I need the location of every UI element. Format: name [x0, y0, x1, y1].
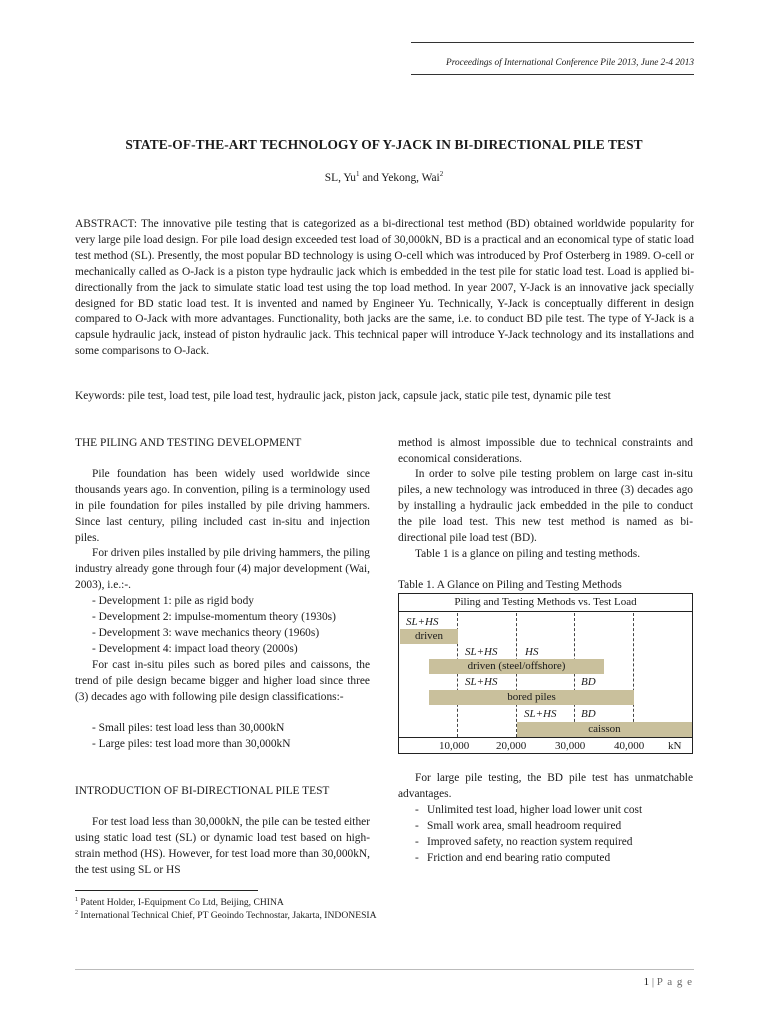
list-item-adv3: - Improved safety, no reaction system required — [415, 836, 633, 848]
author-1-sup: 1 — [356, 170, 360, 179]
table-bar-driven-offshore: driven (steel/offshore) — [429, 659, 604, 674]
gridline-40000 — [633, 613, 634, 737]
tick-20000: 20,000 — [496, 740, 527, 752]
author-2-sup: 2 — [439, 170, 444, 179]
authors — [200, 171, 568, 187]
adv3-text: Improved safety, no reaction system required — [427, 836, 633, 848]
paragraph-method-impossible: method is almost impossible due to technical constraints and economical considerations. — [398, 437, 693, 465]
paragraph-test-load: For test load less than 30,000kN, the pile can be tested either using static load test (SL) or dynamic load test based on high-strain method (HS). However, for test load more than 30,000kN, the test using SL or HS — [75, 816, 370, 876]
section-heading-bidirectional: INTRODUCTION OF BI-DIRECTIONAL PILE TEST — [75, 785, 330, 797]
list-item-adv2: - Small work area, small headroom required — [415, 820, 622, 832]
list-item-small-piles: - Small piles: test load less than 30,000kN — [92, 722, 285, 734]
proceedings-header: Proceedings of International Conference Pile 2013, June 2-4 2013 — [446, 58, 694, 68]
footer-rule — [75, 969, 694, 970]
author-1: SL, Yu — [324, 172, 357, 184]
header-rule-bottom — [411, 74, 694, 75]
page-label: P a g e — [656, 976, 693, 988]
table-r5-label-b: BD — [581, 676, 596, 688]
gridline-20000 — [516, 613, 517, 737]
list-item-dev3: - Development 3: wave mechanics theory (1960s) — [92, 627, 320, 639]
adv4-text: Friction and end bearing ratio computed — [427, 852, 611, 864]
keywords: Keywords: pile test, load test, pile load test, hydraulic jack, piston jack, capsule jack, static pile test, dynamic pile test — [75, 390, 611, 402]
list-item-adv1: - Unlimited test load, higher load lower unit cost — [415, 804, 643, 816]
table-caption: Table 1. A Glance on Piling and Testing Methods — [398, 579, 622, 591]
tick-30000: 30,000 — [555, 740, 586, 752]
list-item-dev1: - Development 1: pile as rigid body — [92, 595, 254, 607]
footnote-1-mark: 1 — [75, 896, 78, 903]
tick-10000: 10,000 — [439, 740, 470, 752]
page-number — [560, 975, 693, 991]
footnote-rule — [75, 890, 258, 891]
paragraph-large-pile-testing: For large pile testing, the BD pile test has unmatchable advantages. — [398, 772, 693, 800]
table-r1-label: SL+HS — [406, 616, 439, 628]
paragraph-table-intro: Table 1 is a glance on piling and testing methods. — [415, 548, 641, 560]
section-heading-piling: THE PILING AND TESTING DEVELOPMENT — [75, 437, 302, 449]
paragraph-cast-in-situ: For cast in-situ piles such as bored piles and caissons, the trend of pile design became bigger and higher load since three (3) decades ago with following pile design classifications:- — [75, 659, 370, 703]
footnote-1-text: Patent Holder, I-Equipment Co Ltd, Beijing, CHINA — [80, 897, 284, 908]
list-item-dev4: - Development 4: impact load theory (2000s) — [92, 643, 298, 655]
list-item-adv4: - Friction and end bearing ratio computed — [415, 852, 611, 864]
footnote-2-text: International Technical Chief, PT Geoindo Technostar, Jakarta, INDONESIA — [80, 910, 377, 921]
table-r5-label-a: SL+HS — [465, 676, 498, 688]
adv2-text: Small work area, small headroom required — [427, 820, 622, 832]
table-bar-bored-piles: bored piles — [429, 690, 634, 705]
adv1-text: Unlimited test load, higher load lower unit cost — [427, 804, 643, 816]
paragraph-driven-piles: For driven piles installed by pile driving hammers, the piling industry already gone through four (4) major development (Wai, 2003), i.e.:-. — [75, 547, 370, 591]
page-num: 1 — [643, 976, 650, 988]
table-r3-label-a: SL+HS — [465, 646, 498, 658]
list-item-large-piles: - Large piles: test load more than 30,000kN — [92, 738, 291, 750]
paragraph-new-technology: In order to solve pile testing problem on large cast in-situ piles, a new technology was introduced in three (3) decades ago by installing a hydraulic jack embedded in the pile to conduct the pile load test. This new test method is named as bi-directional pile load test (BD). — [398, 468, 693, 544]
table-bar-caisson: caisson — [517, 722, 692, 737]
footnote-1 — [75, 897, 694, 910]
table-r3-label-b: HS — [525, 646, 539, 658]
header-rule-top — [411, 42, 694, 43]
page-sep: | — [651, 976, 655, 988]
table-bar-driven: driven — [400, 629, 458, 644]
paragraph-pile-foundation: Pile foundation has been widely used worldwide since thousands years ago. In convention, piling is a terminology used in pile foundation for piles installed by pile driving hammers. Since last century, piling included cast in-situ and injection piles. — [75, 468, 370, 544]
table-axis-line — [399, 737, 692, 738]
table-r7-label-a: SL+HS — [524, 708, 557, 720]
abstract: ABSTRACT: The innovative pile testing that is categorized as a bi-directional test method (BD) obtained worldwide popularity for very large pile load design. For pile load design exceeded test load of 30,000kN, BD is a practical and an economical type of static load test method (SL). Presently, the most popular BD technology is using O-cell which was introduced by Prof Osterberg in 1989. O-cell or mechanically called as O-Jack is a piston type hydraulic jack which is embedded in the test pile for static load test. Load is applied bi-directionally from the jack to simulate static load test using the top load method. In year 2007, Y-Jack is an innovative jack specially designed for BD static load test. It is invented and named by Engineer Yu. Technically, Y-Jack is conceptually different in design compared to O-Jack with more advantages. Functionality, both jacks are the same, i.e. to conduct BD pile test. The type of Y-Jack is a capsule hydraulic jack, instead of piston hydraulic jack. This technical paper will introduce Y-Jack technology and its installations and some comparisons to O-Jack. — [75, 218, 694, 358]
list-item-dev2: - Development 2: impulse-momentum theory (1930s) — [92, 611, 336, 623]
tick-40000: 40,000 — [614, 740, 645, 752]
table-header: Piling and Testing Methods vs. Test Load — [399, 594, 692, 612]
author-2: and Yekong, Wai — [359, 172, 440, 184]
piling-methods-table — [398, 593, 693, 754]
table-r7-label-b: BD — [581, 708, 596, 720]
gridline-30000 — [574, 613, 575, 737]
footnote-2 — [75, 910, 694, 923]
footnote-2-mark: 2 — [75, 909, 78, 916]
tick-unit: kN — [668, 740, 682, 752]
paper-title: STATE-OF-THE-ART TECHNOLOGY OF Y-JACK IN BI-DIRECTIONAL PILE TEST — [125, 137, 643, 152]
